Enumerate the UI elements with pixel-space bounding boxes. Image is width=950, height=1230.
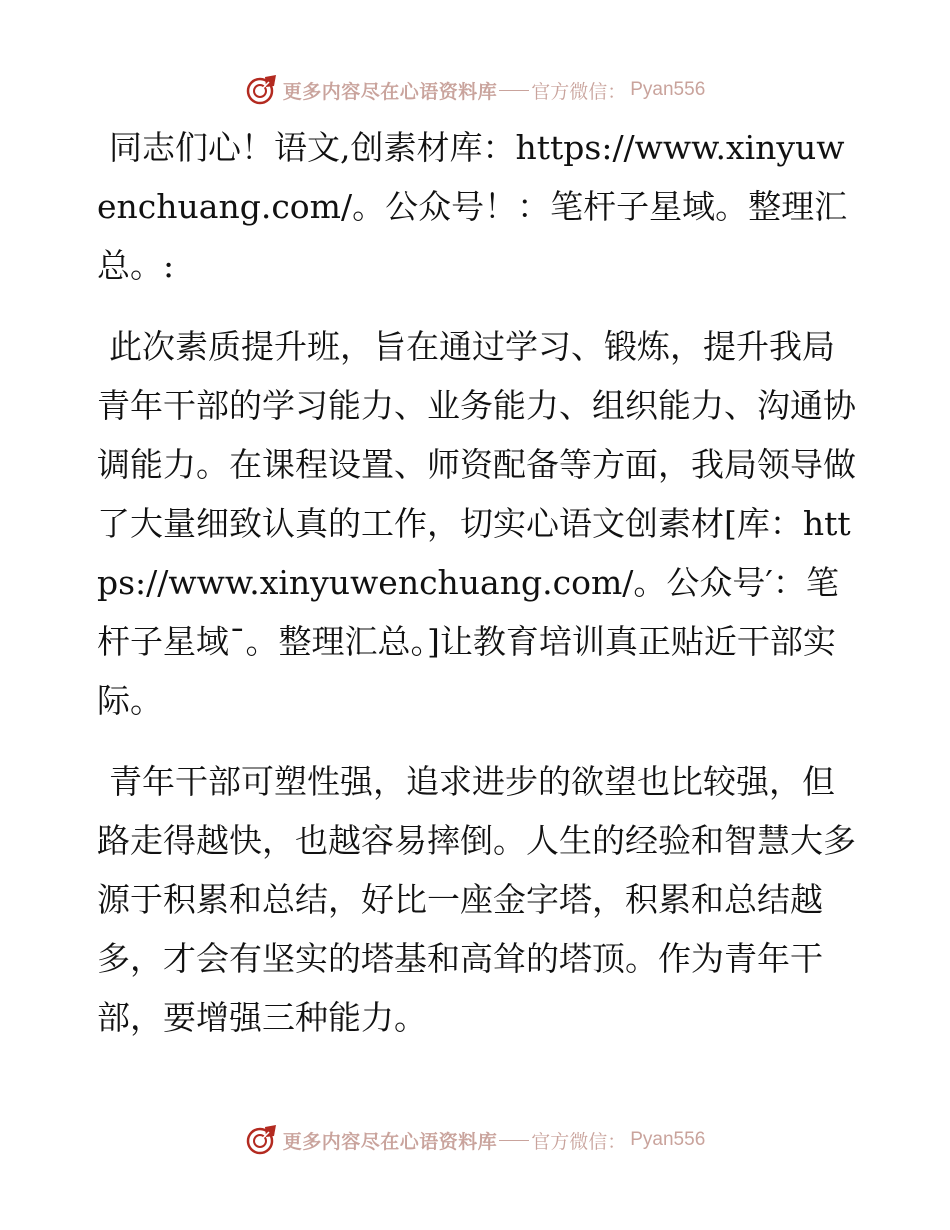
banner-divider <box>499 90 529 91</box>
wechat-label: 官方微信： <box>531 80 627 103</box>
paragraph-2: 此次素质提升班，旨在通过学习、锻炼，提升我局青年干部的学习能力、业务能力、组织能力、沟通协调能力。在课程设置、师资配备等方面，我局领导做了大量细致认真的工作，切实心语文创素材[库：https://www.xinyuwenchuang.com/。公众号′：笔杆子星域¯。整理汇总。]让教育培训真正贴近干部实际。 <box>97 327 856 720</box>
paragraph-3: 青年干部可塑性强，追求进步的欲望也比较强，但路走得越快，也越容易摔倒。人生的经验和智慧大多源于积累和总结，好比一座金字塔，积累和总结越多，才会有坚实的塔基和高耸的塔顶。作为青年干部，要增强三种能力。 <box>97 762 856 1037</box>
footer-banner <box>0 1120 950 1160</box>
banner-divider <box>499 1140 529 1141</box>
wechat-handle: Pyan556 <box>630 1129 706 1150</box>
pen-nib-logo-icon <box>245 1123 279 1157</box>
wechat-label: 官方微信： <box>531 1130 627 1153</box>
document-body <box>97 118 857 1069</box>
pen-nib-logo-icon <box>245 73 279 107</box>
banner-text: 更多内容尽在心语资料库 <box>282 80 498 103</box>
banner-text: 更多内容尽在心语资料库 <box>282 1130 498 1153</box>
header-banner <box>0 70 950 110</box>
paragraph-1: 同志们心！语文,创素材库：https://www.xinyuwenchuang.com/。公众号！：笔杆子星域。整理汇总。: <box>97 128 848 285</box>
wechat-handle: Pyan556 <box>630 79 706 100</box>
